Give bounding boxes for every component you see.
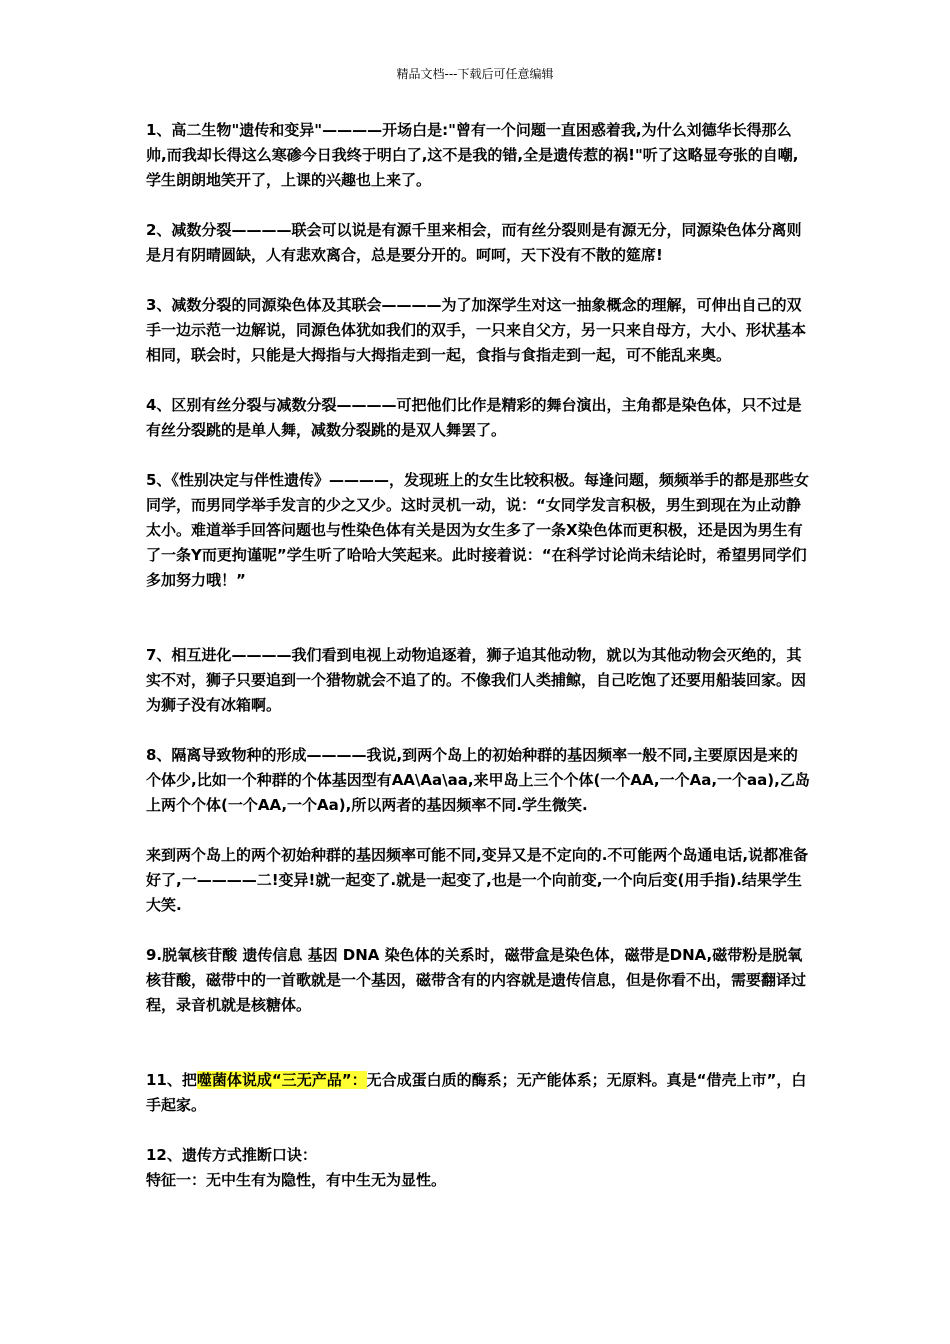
document-body [146, 118, 811, 1193]
paragraph-7: 7、相互进化————我们看到电视上动物追逐着，狮子追其他动物，就以为其他动物会灭绝的，其实不对，狮子只要追到一个猎物就会不追了的。不像我们人类捕鲸，自己吃饱了还要用船装回家。因为狮子没有冰箱啊。 [146, 646, 807, 714]
paragraph-3: 3、减数分裂的同源染色体及其联会————为了加深学生对这一抽象概念的理解，可伸出自己的双手一边示范一边解说，同源色体犹如我们的双手，一只来自父方，另一只来自母方，大小、形状基本相同，联会时，只能是大拇指与大拇指走到一起，食指与食指走到一起，可不能乱来奥。 [146, 296, 807, 364]
highlighted-text: 噬菌体说成“三无产品”： [196, 1071, 367, 1089]
spacer [146, 818, 811, 843]
paragraph-12: 12、遗传方式推断口诀： [146, 1146, 317, 1164]
spacer [146, 1018, 811, 1068]
paragraph-2: 2、减数分裂————联会可以说是有源千里来相会，而有丝分裂则是有源无分，同源染色体分离则是月有阴晴圆缺，人有悲欢离合，总是要分开的。呵呵，天下没有不散的筵席! [146, 221, 802, 264]
paragraph-9: 9.脱氧核苷酸 遗传信息 基因 DNA 染色体的关系时，磁带盒是染色体，磁带是DNA,磁带粉是脱氧核苷酸，磁带中的一首歌就是一个基因，磁带含有的内容就是遗传信息，但是你看不出，需要翻译过程，录音机就是核糖体。 [146, 946, 807, 1014]
paragraph-11-suffix: 无合成蛋白质的酶系；无产能体系；无原料。真是“借壳上市”，白手起家。 [146, 1071, 807, 1114]
spacer [146, 718, 811, 743]
spacer [146, 368, 811, 393]
spacer [146, 268, 811, 293]
paragraph-8: 8、隔离导致物种的形成————我说,到两个岛上的初始种群的基因频率一般不同,主要原因是来的个体少,比如一个种群的个体基因型有AA\Aa\aa,来甲岛上三个个体(一个AA,一个Aa,一个aa),乙岛上两个个体(一个AA,一个Aa),所以两者的基因频率不同.学生微笑. [146, 746, 810, 814]
spacer [146, 443, 811, 468]
paragraph-8-continued: 来到两个岛上的两个初始种群的基因频率可能不同,变异又是不定向的.不可能两个岛通电话,说都准备好了,一————二!变异!就一起变了.就是一起变了,也是一个向前变,一个向后变(用手指).结果学生大笑. [146, 846, 809, 914]
paragraph-1: 1、高二生物"遗传和变异"————开场白是:"曾有一个问题一直困惑着我,为什么刘德华长得那么帅,而我却长得这么寒碜今日我终于明白了,这不是我的错,全是遗传惹的祸!"听了这略显夸张的自嘲,学生朗朗地笑开了，上课的兴趣也上来了。 [146, 121, 799, 189]
spacer [146, 193, 811, 218]
spacer [146, 918, 811, 943]
paragraph-4: 4、区别有丝分裂与减数分裂————可把他们比作是精彩的舞台演出，主角都是染色体，只不过是有丝分裂跳的是单人舞，减数分裂跳的是双人舞罢了。 [146, 396, 802, 439]
spacer [146, 1118, 811, 1143]
page-header: 精品文档---下载后可任意编辑 [396, 67, 554, 81]
paragraph-12-feature-1: 特征一：无中生有为隐性，有中生无为显性。 [146, 1171, 447, 1189]
spacer [146, 593, 811, 643]
paragraph-11 [146, 1068, 811, 1118]
paragraph-11-prefix: 11、把 [146, 1071, 197, 1089]
paragraph-5: 5、《性别决定与伴性遗传》————，发现班上的女生比较积极。每逢问题，频频举手的都是那些女同学，而男同学举手发言的少之又少。这时灵机一动，说：“女同学发言积极，男生到现在为止动静太小。难道举手回答问题也与性染色体有关是因为女生多了一条X染色体而更积极，还是因为男生有了一条Y而更拘谨呢”学生听了哈哈大笑起来。此时接着说：“在科学讨论尚未结论时，希望男同学们多加努力哦！” [146, 471, 809, 589]
